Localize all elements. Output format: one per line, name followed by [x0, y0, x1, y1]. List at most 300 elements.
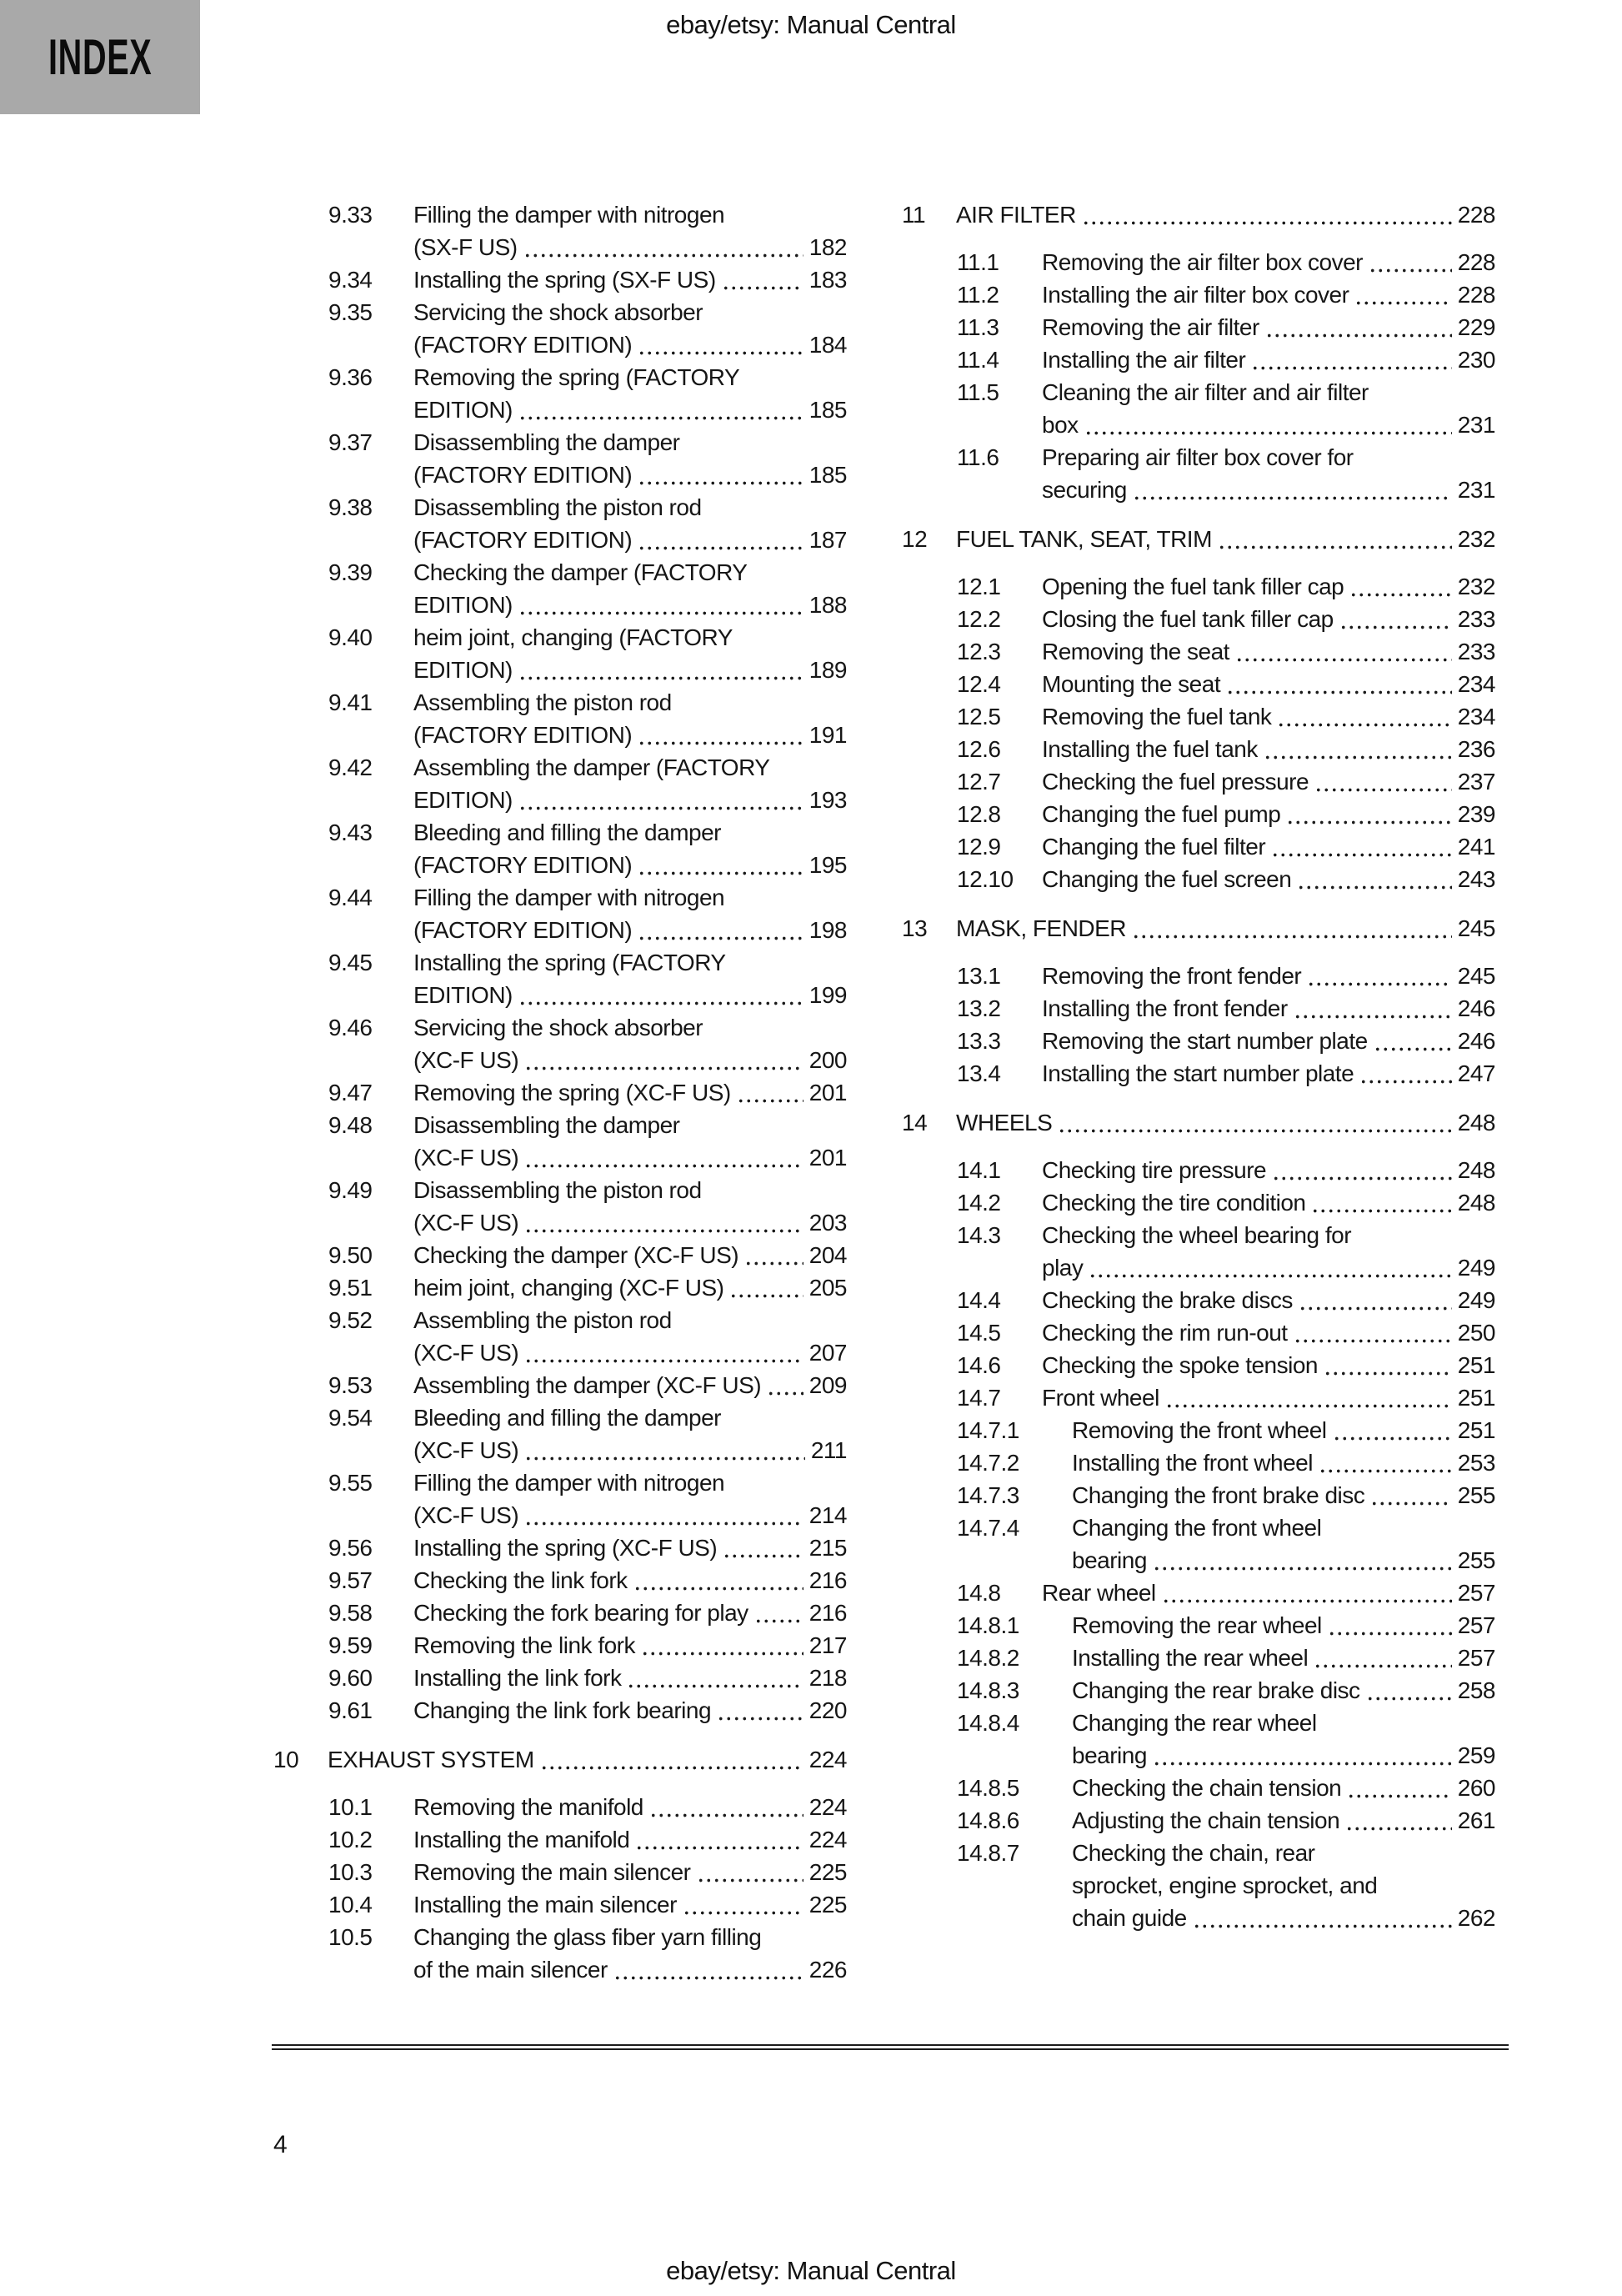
- dot-leader: [638, 936, 803, 940]
- entry-title: (FACTORY EDITION): [413, 917, 633, 943]
- toc-entry-9.40: [328, 621, 847, 686]
- entry-last-line: [1072, 1479, 1495, 1511]
- dot-leader: [627, 1684, 803, 1688]
- entry-title-line: Removing the spring (FACTORY: [413, 364, 740, 390]
- dot-leader: [638, 871, 803, 875]
- entry-title: Installing the air filter box cover: [1042, 282, 1349, 308]
- dot-leader: [1277, 723, 1451, 727]
- toc-entry-9.49: [328, 1174, 847, 1239]
- entry-page-number: 239: [1457, 801, 1495, 827]
- entry-page-number: 220: [808, 1697, 847, 1723]
- entry-title-line: Changing the rear wheel: [1072, 1710, 1317, 1736]
- header-title: ebay/etsy: Manual Central: [666, 10, 956, 39]
- dot-leader: [729, 1294, 803, 1298]
- entry-page-number: 232: [1457, 574, 1495, 599]
- entry-page-number: 216: [808, 1567, 847, 1593]
- entry-page-number: 225: [808, 1859, 847, 1885]
- entry-number: 12.9: [957, 834, 1001, 860]
- entry-number: 9.49: [328, 1177, 373, 1203]
- toc-column-left: [273, 198, 847, 1986]
- entry-number: 12.10: [957, 866, 1014, 892]
- entry-number: 12.6: [957, 736, 1001, 762]
- dot-leader: [1089, 1274, 1451, 1278]
- dot-leader: [1314, 788, 1452, 792]
- entry-body: [1042, 343, 1495, 376]
- entry-title: Removing the manifold: [413, 1794, 643, 1820]
- entry-number: 12: [902, 526, 928, 552]
- entry-body: [413, 1174, 847, 1239]
- toc-entry-9.35: [328, 296, 847, 361]
- toc-entry-12.9: [957, 830, 1495, 863]
- entry-title-line: Assembling the piston rod: [413, 689, 672, 715]
- entry-title-line: Checking the damper (FACTORY: [413, 559, 748, 585]
- entry-number: 14.5: [957, 1320, 1001, 1346]
- entry-page-number: 191: [808, 722, 847, 748]
- entry-title: Installing the fuel tank: [1042, 736, 1258, 762]
- dot-leader: [1264, 755, 1452, 759]
- dot-leader: [1153, 1567, 1452, 1571]
- entry-body: [1042, 765, 1495, 798]
- entry-page-number: 262: [1457, 1905, 1495, 1931]
- entry-body: [1042, 1284, 1495, 1316]
- entry-body: [1042, 376, 1495, 441]
- entry-body: [413, 1076, 847, 1109]
- entry-page-number: 233: [1457, 639, 1495, 664]
- entry-page-number: 229: [1457, 314, 1495, 340]
- entry-page-number: 183: [808, 267, 847, 293]
- entry-page-number: 209: [808, 1372, 847, 1398]
- entry-last-line: [413, 719, 847, 751]
- entry-number: 9.56: [328, 1535, 373, 1561]
- entry-number: 9.35: [328, 299, 373, 325]
- entry-title: Changing the fuel pump: [1042, 801, 1281, 827]
- dot-leader: [1084, 431, 1452, 435]
- entry-number: 12.1: [957, 574, 1001, 599]
- dot-leader: [635, 1846, 803, 1850]
- entry-title: (SX-F US): [413, 234, 518, 260]
- entry-body: [1072, 1642, 1495, 1674]
- entry-last-line: [1072, 1902, 1495, 1934]
- entry-body: [1072, 1837, 1495, 1934]
- dot-leader: [638, 351, 803, 355]
- toc-entry-9.55: [328, 1466, 847, 1532]
- entry-title: (XC-F US): [413, 1437, 519, 1463]
- toc-entry-14.7.4: [957, 1511, 1495, 1577]
- entry-title-line: Assembling the piston rod: [413, 1307, 672, 1333]
- entry-number: 10.3: [328, 1859, 373, 1885]
- entry-title: Changing the fuel screen: [1042, 866, 1292, 892]
- entry-number: 13: [902, 915, 928, 941]
- dot-leader: [524, 1164, 803, 1168]
- entry-last-line: [413, 1434, 847, 1466]
- entry-title: Assembling the damper (XC-F US): [413, 1372, 762, 1398]
- toc-entry-12.7: [957, 765, 1495, 798]
- entry-title: Removing the main silencer: [413, 1859, 691, 1885]
- dot-leader: [1370, 1501, 1452, 1506]
- dot-leader: [1299, 1306, 1452, 1311]
- entry-title-line: Preparing air filter box cover for: [1042, 444, 1354, 470]
- entry-body: [413, 1304, 847, 1369]
- toc-entry-14.6: [957, 1349, 1495, 1381]
- entry-title: Checking the tire condition: [1042, 1190, 1306, 1216]
- toc-entry-14.8.3: [957, 1674, 1495, 1707]
- entry-page-number: 236: [1457, 736, 1495, 762]
- entry-number: 9.44: [328, 885, 373, 910]
- entry-page-number: 228: [1457, 249, 1495, 275]
- entry-last-line: [1072, 1804, 1495, 1837]
- dot-leader: [524, 1456, 805, 1461]
- toc-entry-9.33: [328, 198, 847, 263]
- entry-page-number: 218: [808, 1665, 847, 1691]
- entry-page-number: 185: [808, 397, 847, 423]
- entry-body: [1042, 1025, 1495, 1057]
- entry-body: [1042, 441, 1495, 506]
- entry-last-line: [413, 1791, 847, 1823]
- toc-entry-11.4: [957, 343, 1495, 376]
- entry-last-line: [1072, 1739, 1495, 1772]
- entry-number: 12.5: [957, 704, 1001, 729]
- entry-body: [1042, 1381, 1495, 1414]
- dot-leader: [1374, 1047, 1452, 1051]
- entry-number: 11.3: [957, 314, 999, 340]
- entry-page-number: 201: [808, 1145, 847, 1171]
- entry-last-line: [1072, 1609, 1495, 1642]
- entry-title: Removing the spring (XC-F US): [413, 1080, 731, 1105]
- dot-leader: [638, 741, 803, 745]
- dot-leader: [1153, 1762, 1452, 1766]
- dot-leader: [633, 1587, 803, 1591]
- entry-last-line: [1042, 1025, 1495, 1057]
- toc-entry-9.44: [328, 881, 847, 946]
- entry-body: [956, 912, 1495, 945]
- entry-body: [413, 1856, 847, 1888]
- entry-title: (XC-F US): [413, 1210, 519, 1236]
- entry-last-line: [1042, 733, 1495, 765]
- entry-last-line: [1042, 863, 1495, 895]
- entry-title-line: Checking the wheel bearing for: [1042, 1222, 1352, 1248]
- footer-title: ebay/etsy: Manual Central: [666, 2256, 956, 2285]
- toc-entry-12.2: [957, 603, 1495, 635]
- entry-title: EXHAUST SYSTEM: [328, 1747, 534, 1772]
- entry-body: [1072, 1609, 1495, 1642]
- toc-entry-10.1: [328, 1791, 847, 1823]
- footer-rule: [272, 2044, 1509, 2050]
- entry-title-line: sprocket, engine sprocket, and: [1072, 1872, 1378, 1898]
- toc-entry-9.60: [328, 1662, 847, 1694]
- entry-title-line: Cleaning the air filter and air filter: [1042, 379, 1369, 405]
- entry-page-number: 189: [808, 657, 847, 683]
- entry-body: [1042, 960, 1495, 992]
- entry-title-line: Servicing the shock absorber: [413, 299, 703, 325]
- entry-last-line: [1072, 1414, 1495, 1446]
- entry-number: 14.8.1: [957, 1612, 1019, 1638]
- dot-leader: [683, 1911, 803, 1915]
- entry-page-number: 246: [1457, 995, 1495, 1021]
- entry-page-number: 185: [808, 462, 847, 488]
- entry-number: 14.1: [957, 1157, 1001, 1183]
- entry-body: [413, 1369, 847, 1401]
- entry-page-number: 257: [1457, 1645, 1495, 1671]
- entry-body: [1072, 1414, 1495, 1446]
- dot-leader: [518, 1001, 803, 1005]
- entry-title: Removing the air filter box cover: [1042, 249, 1364, 275]
- toc-entry-11.3: [957, 311, 1495, 343]
- toc-entry-9.41: [328, 686, 847, 751]
- toc-entry-12.3: [957, 635, 1495, 668]
- entry-number: 14: [902, 1110, 928, 1135]
- entry-last-line: [1042, 474, 1495, 506]
- entry-title-line: Bleeding and filling the damper: [413, 1405, 721, 1431]
- entry-body: [413, 1888, 847, 1921]
- entry-title: Removing the seat: [1042, 639, 1229, 664]
- toc-entry-9.39: [328, 556, 847, 621]
- dot-leader: [1319, 1469, 1452, 1473]
- entry-title: Changing the link fork bearing: [413, 1697, 712, 1723]
- toc-entry-12.6: [957, 733, 1495, 765]
- entry-page-number: 251: [1457, 1417, 1495, 1443]
- dot-leader: [1345, 1827, 1452, 1831]
- entry-number: 14.8: [957, 1580, 1001, 1606]
- entry-number: 14.7.3: [957, 1482, 1019, 1508]
- dot-leader: [1251, 366, 1451, 370]
- entry-page-number: 248: [1457, 1190, 1495, 1216]
- entry-body: [1042, 992, 1495, 1025]
- entry-number: 9.33: [328, 202, 373, 228]
- entry-title-line: Changing the front wheel: [1072, 1515, 1322, 1541]
- entry-last-line: [413, 1662, 847, 1694]
- toc-entry-12: [902, 523, 1495, 555]
- entry-body: [413, 491, 847, 556]
- entry-number: 12.4: [957, 671, 1001, 697]
- entry-number: 14.3: [957, 1222, 1001, 1248]
- dot-leader: [638, 481, 803, 485]
- entry-page-number: 250: [1457, 1320, 1495, 1346]
- dot-leader: [754, 1619, 803, 1623]
- entry-page-number: 193: [808, 787, 847, 813]
- toc-entry-14.8.5: [957, 1772, 1495, 1804]
- entry-page-number: 228: [1457, 202, 1495, 228]
- entry-last-line: [413, 263, 847, 296]
- entry-title: Front wheel: [1042, 1385, 1159, 1411]
- entry-number: 14.8.2: [957, 1645, 1019, 1671]
- dot-leader: [1235, 658, 1452, 662]
- entry-title-line: heim joint, changing (FACTORY: [413, 624, 733, 650]
- entry-title-line: Disassembling the piston rod: [413, 494, 702, 520]
- entry-last-line: [413, 394, 847, 426]
- entry-page-number: 215: [808, 1535, 847, 1561]
- entry-body: [413, 1239, 847, 1271]
- entry-last-line: [1042, 635, 1495, 668]
- entry-page-number: 243: [1457, 866, 1495, 892]
- entry-title-line: Filling the damper with nitrogen: [413, 885, 725, 910]
- entry-number: 13.4: [957, 1060, 1001, 1086]
- entry-page-number: 260: [1457, 1775, 1495, 1801]
- toc-entry-9.46: [328, 1011, 847, 1076]
- entry-last-line: [413, 1336, 847, 1369]
- dot-leader: [1133, 496, 1452, 500]
- entry-title: play: [1042, 1255, 1084, 1281]
- entry-title: Removing the rear wheel: [1072, 1612, 1322, 1638]
- entry-title: Installing the air filter: [1042, 347, 1246, 373]
- entry-body: [1042, 1186, 1495, 1219]
- entry-number: 9.34: [328, 267, 373, 293]
- entry-title: Checking the fork bearing for play: [413, 1600, 748, 1626]
- entry-body: [413, 816, 847, 881]
- entry-number: 14.8.3: [957, 1677, 1019, 1703]
- entry-title: securing: [1042, 477, 1127, 503]
- entry-page-number: 225: [808, 1892, 847, 1918]
- toc-entry-11.2: [957, 278, 1495, 311]
- entry-title-line: Filling the damper with nitrogen: [413, 1470, 725, 1496]
- entry-page-number: 246: [1457, 1028, 1495, 1054]
- entry-body: [1042, 668, 1495, 700]
- entry-page-number: 241: [1457, 834, 1495, 860]
- entry-title: Installing the rear wheel: [1072, 1645, 1309, 1671]
- entry-last-line: [413, 1369, 847, 1401]
- toc-entry-11.5: [957, 376, 1495, 441]
- entry-page-number: 228: [1457, 282, 1495, 308]
- entry-number: 11: [902, 202, 926, 228]
- toc-entry-14.8: [957, 1577, 1495, 1609]
- entry-title: EDITION): [413, 657, 513, 683]
- toc-entry-9.54: [328, 1401, 847, 1466]
- entry-last-line: [413, 654, 847, 686]
- entry-title-line: Disassembling the damper: [413, 429, 680, 455]
- entry-number: 9.50: [328, 1242, 373, 1268]
- dot-leader: [723, 1554, 803, 1558]
- entry-body: [1042, 603, 1495, 635]
- dot-leader: [1226, 690, 1452, 694]
- entry-number: 9.57: [328, 1567, 373, 1593]
- toc-entry-9.61: [328, 1694, 847, 1727]
- entry-body: [413, 1597, 847, 1629]
- entry-title: chain guide: [1072, 1905, 1187, 1931]
- entry-title: Changing the fuel filter: [1042, 834, 1266, 860]
- entry-body: [1042, 246, 1495, 278]
- dot-leader: [524, 1229, 803, 1233]
- entry-last-line: [413, 1856, 847, 1888]
- entry-title: (FACTORY EDITION): [413, 852, 633, 878]
- entry-title: EDITION): [413, 787, 513, 813]
- entry-body: [1042, 1154, 1495, 1186]
- entry-last-line: [1042, 343, 1495, 376]
- entry-page-number: 200: [808, 1047, 847, 1073]
- entry-title: EDITION): [413, 592, 513, 618]
- entry-last-line: [413, 784, 847, 816]
- entry-number: 10.5: [328, 1924, 373, 1950]
- entry-title: MASK, FENDER: [956, 915, 1127, 941]
- entry-last-line: [1042, 765, 1495, 798]
- entry-number: 9.45: [328, 950, 373, 975]
- entry-body: [1042, 278, 1495, 311]
- entry-last-line: [1042, 1284, 1495, 1316]
- toc-entry-13.1: [957, 960, 1495, 992]
- entry-body: [413, 1011, 847, 1076]
- entry-last-line: [413, 1629, 847, 1662]
- entry-title: Installing the front fender: [1042, 995, 1288, 1021]
- entry-page-number: 214: [808, 1502, 847, 1528]
- entry-number: 14.8.5: [957, 1775, 1019, 1801]
- toc-entry-10.3: [328, 1856, 847, 1888]
- entry-number: 11.6: [957, 444, 999, 470]
- dot-leader: [641, 1652, 803, 1656]
- entry-title-line: Disassembling the damper: [413, 1112, 680, 1138]
- entry-body: [413, 751, 847, 816]
- toc-entry-12.10: [957, 863, 1495, 895]
- entry-last-line: [1072, 1544, 1495, 1577]
- entry-last-line: [956, 198, 1495, 231]
- entry-body: [413, 621, 847, 686]
- entry-last-line: [956, 912, 1495, 945]
- entry-number: 9.51: [328, 1275, 373, 1301]
- entry-page-number: 204: [808, 1242, 847, 1268]
- entry-body: [413, 556, 847, 621]
- entry-last-line: [413, 1239, 847, 1271]
- entry-body: [1072, 1511, 1495, 1577]
- entry-page-number: 245: [1457, 915, 1495, 941]
- entry-page-number: 233: [1457, 606, 1495, 632]
- entry-title: Changing the rear brake disc: [1072, 1677, 1360, 1703]
- toc-entry-13.3: [957, 1025, 1495, 1057]
- toc-entry-13.4: [957, 1057, 1495, 1090]
- entry-body: [413, 1791, 847, 1823]
- dot-leader: [1193, 1924, 1452, 1928]
- entry-title: Removing the front wheel: [1072, 1417, 1327, 1443]
- entry-last-line: [413, 1532, 847, 1564]
- dot-leader: [1272, 1176, 1452, 1181]
- entry-last-line: [1042, 1154, 1495, 1186]
- entry-last-line: [413, 1499, 847, 1532]
- entry-body: [413, 1823, 847, 1856]
- entry-last-line: [413, 524, 847, 556]
- dot-leader: [1311, 1209, 1451, 1213]
- entry-body: [413, 686, 847, 751]
- entry-last-line: [413, 1044, 847, 1076]
- entry-body: [413, 1564, 847, 1597]
- page-number: 4: [273, 2131, 288, 2158]
- entry-body: [956, 523, 1495, 555]
- entry-title: Removing the start number plate: [1042, 1028, 1368, 1054]
- entry-number: 9.37: [328, 429, 373, 455]
- entry-page-number: 231: [1457, 412, 1495, 438]
- entry-title-line: Checking the chain, rear: [1072, 1840, 1315, 1866]
- dot-leader: [1082, 221, 1452, 225]
- toc-entry-13: [902, 912, 1495, 945]
- entry-body: [413, 1401, 847, 1466]
- entry-title: (XC-F US): [413, 1502, 519, 1528]
- entry-number: 14.8.4: [957, 1710, 1019, 1736]
- entry-page-number: 248: [1457, 1110, 1495, 1135]
- entry-page-number: 195: [808, 852, 847, 878]
- dot-leader: [518, 676, 803, 680]
- entry-body: [1042, 798, 1495, 830]
- entry-body: [413, 1109, 847, 1174]
- entry-body: [413, 1532, 847, 1564]
- entry-body: [1042, 1349, 1495, 1381]
- entry-number: 9.61: [328, 1697, 373, 1723]
- entry-page-number: 237: [1457, 769, 1495, 795]
- toc-entry-9.42: [328, 751, 847, 816]
- entry-body: [956, 198, 1495, 231]
- entry-number: 14.7: [957, 1385, 1001, 1411]
- toc-entry-14: [902, 1106, 1495, 1139]
- toc-entry-9.43: [328, 816, 847, 881]
- entry-page-number: 226: [808, 1957, 847, 1983]
- dot-leader: [1369, 268, 1452, 273]
- entry-title: Installing the main silencer: [413, 1892, 677, 1918]
- entry-title: Installing the manifold: [413, 1827, 630, 1852]
- entry-page-number: 257: [1457, 1580, 1495, 1606]
